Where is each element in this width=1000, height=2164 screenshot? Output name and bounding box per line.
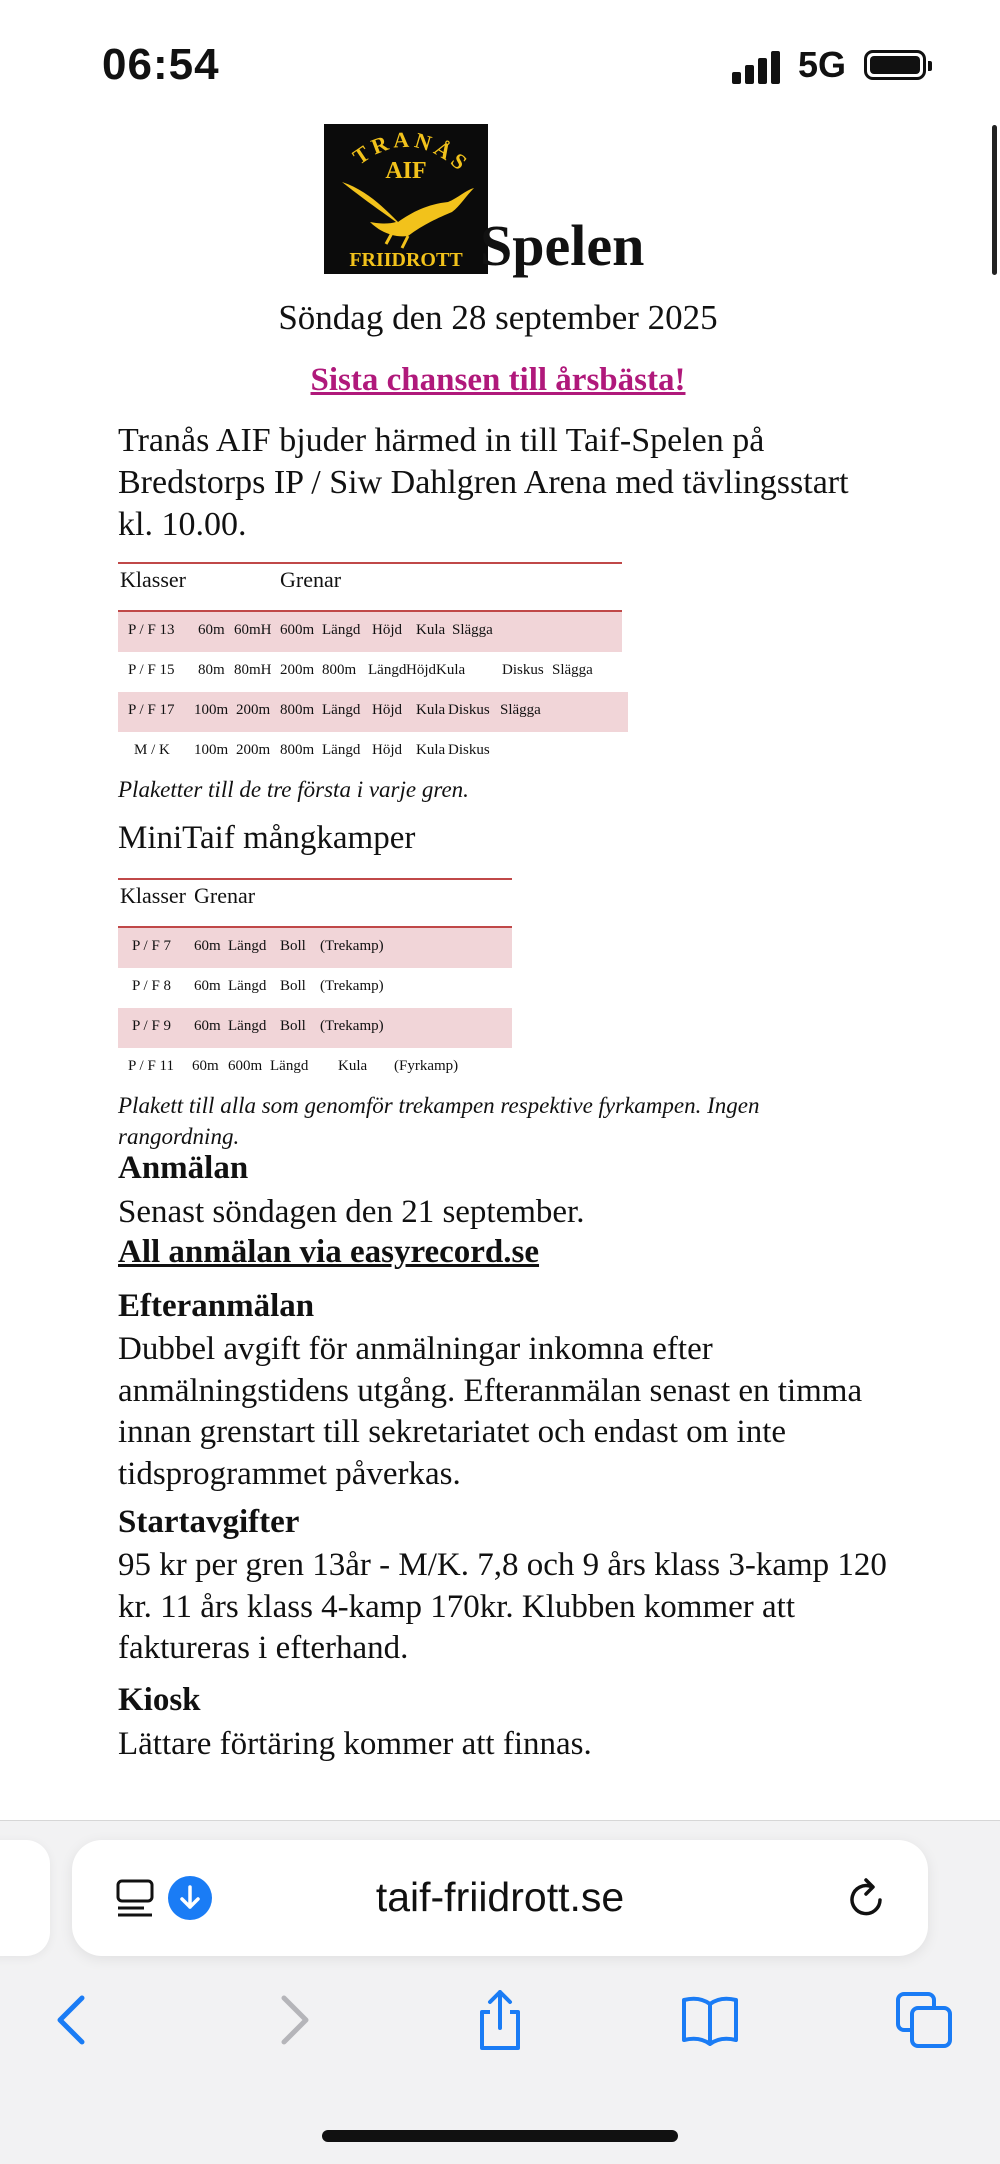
table-row: P / F 13 60m 60mH 600m Längd Höjd Kula Slägga <box>118 612 622 652</box>
intro-paragraph: Tranås AIF bjuder härmed in till Taif-Spelen på Bredstorps IP / Siw Dahlgren Arena med tävlingsstart kl. 10.00. <box>118 422 849 543</box>
reload-icon[interactable] <box>844 1876 890 1922</box>
table-header <box>118 562 622 612</box>
headline-link[interactable]: Sista chansen till årsbästa! <box>310 362 686 398</box>
table-row: P / F 9 60m Längd Boll (Trekamp) <box>118 1008 512 1048</box>
signal-icon <box>732 50 784 84</box>
address-bar[interactable] <box>72 1840 928 1956</box>
battery-icon <box>864 50 926 80</box>
back-icon[interactable] <box>44 1990 104 2050</box>
table-row: P / F 15 80m 80mH 200m 800m Längd Höjd Kula Diskus Slägga <box>128 662 593 678</box>
club-logo <box>324 124 488 274</box>
status-bar <box>0 0 1000 120</box>
header-klasser: Klasser <box>120 567 186 592</box>
scroll-indicator[interactable] <box>992 125 997 275</box>
kiosk-title: Kiosk <box>118 1682 201 1718</box>
startavgifter-text: 95 kr per gren 13år - M/K. 7,8 och 9 års klass 3-kamp 120 kr. 11 års klass 4-kamp 170kr. Klubben kommer att faktureras i efterhand. <box>118 1547 887 1666</box>
network-label: 5G <box>798 44 847 85</box>
easyrecord-link[interactable]: All anmälan via easyrecord.se <box>118 1234 540 1270</box>
table-row: P / F 17 100m 200m 800m Längd Höjd Kula Diskus Slägga <box>118 692 628 732</box>
mini-table-header <box>118 878 512 928</box>
svg-text:FRIIDROTT: FRIIDROTT <box>349 249 463 271</box>
anmalan-title: Anmälan <box>118 1150 249 1186</box>
share-icon[interactable] <box>470 1990 530 2050</box>
home-indicator[interactable] <box>322 2130 678 2142</box>
mini-table <box>118 878 512 1088</box>
efteranmalan-title: Efteranmälan <box>118 1288 315 1324</box>
kiosk-text: Lättare förtäring kommer att finnas. <box>118 1726 592 1762</box>
header-grenar: Grenar <box>280 567 342 592</box>
mini-header-grenar: Grenar <box>194 883 256 908</box>
event-date: Söndag den 28 september 2025 <box>278 298 718 337</box>
forward-icon[interactable] <box>262 1990 322 2050</box>
table-row: P / F 7 60m Längd Boll (Trekamp) <box>118 928 512 968</box>
page-title: Spelen <box>480 213 645 278</box>
efteranmalan-text: Dubbel avgift för anmälningar inkomna efter anmälningstidens utgång. Efteranmälan senast en timma innan grenstart till sekretariatet och endast om inte tidsprogrammet påverkas. <box>118 1331 863 1492</box>
anmalan-text: Senast söndagen den 21 september. <box>118 1194 585 1230</box>
events-table <box>118 562 628 772</box>
mini-header-klasser: Klasser <box>120 883 186 908</box>
events-note: Plaketter till de tre första i varje gren. <box>118 777 469 802</box>
svg-text:AIF: AIF <box>385 158 427 184</box>
mini-note: Plakett till alla som genomför trekampen respektive fyrkampen. Ingen rangordning. <box>118 1093 760 1149</box>
url-text[interactable]: taif-friidrott.se <box>375 1874 625 1920</box>
previous-tab-preview[interactable] <box>0 1840 50 1956</box>
table-row: P / F 11 60m 600m Längd Kula (Fyrkamp) <box>128 1058 459 1074</box>
table-row: M / K 100m 200m 800m Längd Höjd Kula Diskus <box>134 742 490 758</box>
bookmarks-icon[interactable] <box>680 1990 740 2050</box>
svg-text:TRANÅS: TRANÅS <box>348 126 475 178</box>
mini-title: MiniTaif mångkamper <box>118 820 416 856</box>
table-row: P / F 8 60m Längd Boll (Trekamp) <box>132 978 384 994</box>
tabs-icon[interactable] <box>894 1990 954 2050</box>
status-time: 06:54 <box>102 40 220 89</box>
startavgifter-title: Startavgifter <box>118 1504 300 1540</box>
